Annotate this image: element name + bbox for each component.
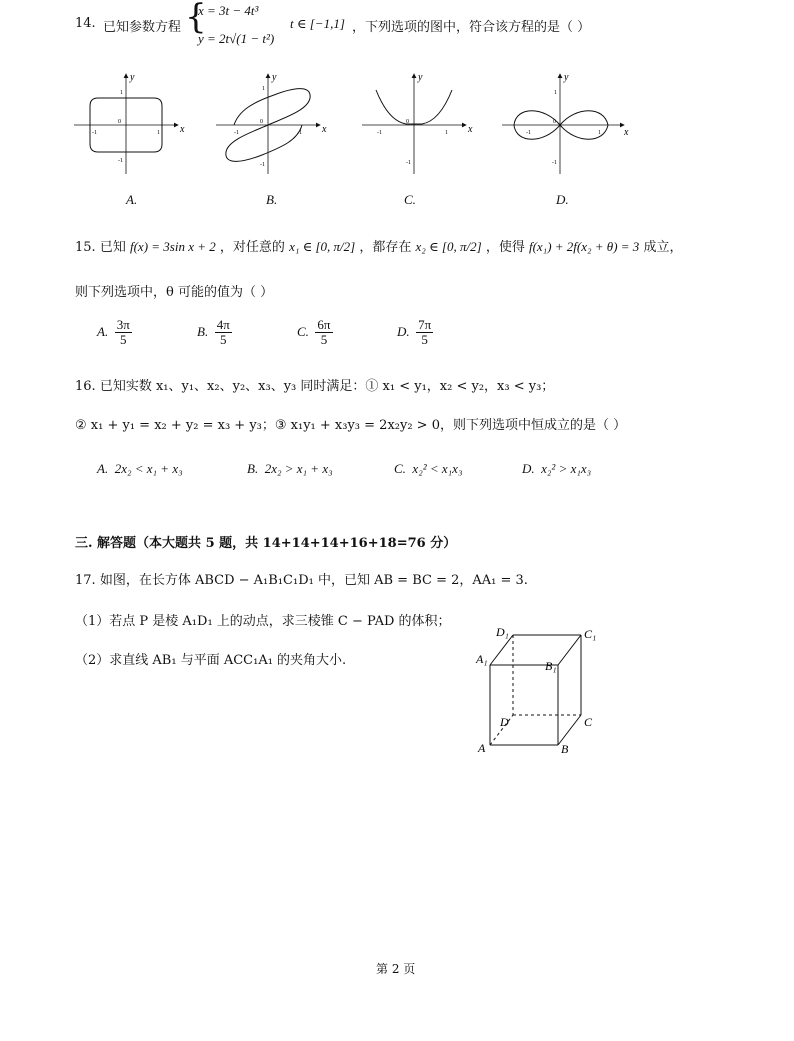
q15-option-a[interactable]: A. $\frac{3\pi}{5}$ — [97, 317, 130, 348]
q14-option-c[interactable]: C. — [404, 192, 416, 207]
svg-text:-1: -1 — [406, 160, 411, 166]
svg-text:1: 1 — [299, 130, 302, 136]
q17-cuboid-diagram — [470, 620, 610, 760]
label-D1: D₁ — [496, 625, 509, 639]
edge-A1D1 — [490, 635, 513, 665]
svg-text:-1: -1 — [377, 130, 382, 136]
q14-graph-a — [72, 70, 190, 175]
label-C: C — [584, 715, 593, 729]
q14-option-d[interactable]: D. — [556, 192, 569, 207]
edge-B1C1 — [558, 635, 581, 665]
svg-text:1: 1 — [120, 90, 123, 96]
svg-text:0: 0 — [260, 119, 263, 125]
svg-text:-1: -1 — [526, 130, 531, 136]
label-A1: A₁ — [476, 652, 488, 666]
svg-text:x: x — [624, 127, 629, 138]
q14-domain: t ∈ [−1,1] — [290, 16, 345, 31]
svg-text:-1: -1 — [92, 130, 97, 136]
svg-text:y: y — [418, 72, 423, 83]
svg-text:y: y — [564, 72, 569, 83]
q15-number: 15. — [75, 240, 96, 255]
svg-text:1: 1 — [445, 130, 448, 136]
q17-stem: 17. 如图，在长方体 ABCD − A₁B₁C₁D₁ 中，已知 AB = BC = 2，AA₁ = 3. — [75, 573, 528, 588]
q14-option-b[interactable]: B. — [266, 192, 278, 207]
label-B: B — [561, 742, 569, 756]
svg-text:1: 1 — [554, 90, 557, 96]
page-footer: 第 2 页 — [376, 962, 416, 976]
q15-x2-range: x₂ ∈ [0, π/2] — [415, 239, 482, 254]
x-label: x — [180, 124, 185, 135]
svg-text:x: x — [322, 124, 327, 135]
svg-text:1: 1 — [157, 130, 160, 136]
q14-graph-c — [360, 70, 478, 175]
label-A: A — [478, 741, 486, 755]
label-B1: B₁ — [545, 659, 557, 673]
q14-number: 14. — [75, 16, 96, 31]
q14-stem: 已知参数方程 — [103, 20, 182, 35]
svg-text:0: 0 — [553, 119, 556, 125]
q15-condition: f(x₁) + 2f(x₂ + θ) = 3 — [528, 239, 640, 254]
q16-number: 16. — [75, 379, 96, 394]
q15-line1: 15. 已知 f(x) = 3sin x + 2 ，对任意的 x₁ ∈ [0, π/2] ，都存在 x₂ ∈ [0, π/2] ，使得 f(x₁) + 2f(x₂ + θ) = 3 成立， — [75, 239, 683, 255]
svg-text:0: 0 — [406, 119, 409, 125]
q16-line2: ② x₁ + y₁ = x₂ + y₂ = x₃ + y₃；③ x₁y₁ + x₃y₃ = 2x₂y₂ > 0，则下列选项中恒成立的是（ ） — [75, 418, 627, 433]
section-heading: 三. 解答题（本大题共 5 题，共 14+14+14+16+18=76 分） — [75, 536, 457, 551]
edge-BC — [558, 715, 581, 745]
q14-graph-d — [500, 70, 630, 175]
q16-option-d[interactable]: D. x₂² > x₁x₃ — [522, 461, 592, 476]
label-D: D — [500, 715, 509, 729]
label-C1: C₁ — [584, 627, 597, 641]
q14-eq2: y = 2t√(1 − t²) — [198, 31, 275, 46]
svg-text:-1: -1 — [260, 162, 265, 168]
q15-option-d[interactable]: D. $\frac{7\pi}{5}$ — [397, 317, 432, 348]
q14-eq1: x = 3t − 4t³ — [198, 3, 259, 18]
q15-option-b[interactable]: B. $\frac{4\pi}{5}$ — [197, 317, 230, 348]
svg-text:1: 1 — [598, 130, 601, 136]
q14-option-a[interactable]: A. — [126, 192, 138, 207]
svg-text:-1: -1 — [234, 130, 239, 136]
q15-x1-range: x₁ ∈ [0, π/2] — [289, 239, 356, 254]
q16-option-c[interactable]: C. x₂² < x₁x₃ — [394, 461, 463, 476]
q15-option-c[interactable]: C. $\frac{6\pi}{5}$ — [297, 317, 331, 348]
q14-brace: { — [185, 0, 207, 37]
svg-text:0: 0 — [118, 119, 121, 125]
q16-option-a[interactable]: A. 2x₂ < x₁ + x₃ — [97, 461, 183, 476]
svg-text:-1: -1 — [118, 158, 123, 164]
y-label: y — [130, 72, 135, 83]
svg-text:x: x — [468, 124, 473, 135]
q17-number: 17. — [75, 573, 96, 588]
svg-text:-1: -1 — [552, 160, 557, 166]
q15-function: f(x) = 3sin x + 2 — [129, 239, 216, 254]
q17-part2: （2）求直线 AB₁ 与平面 ACC₁A₁ 的夹角大小. — [75, 653, 347, 668]
q14-rest: ，下列选项的图中，符合该方程的是（ ） — [352, 20, 591, 35]
svg-text:1: 1 — [262, 86, 265, 92]
q16-line1: 16. 已知实数 x₁、y₁、x₂、y₂、x₃、y₃ 同时满足：① x₁ < y₁，x₂ < y₂，x₃ < y₃； — [75, 379, 555, 394]
svg-text:y: y — [272, 72, 277, 83]
q15-line2: 则下列选项中，θ 可能的值为（ ） — [75, 285, 274, 300]
q17-part1: （1）若点 P 是棱 A₁D₁ 上的动点，求三棱锥 C − PAD 的体积； — [75, 614, 451, 629]
q16-option-b[interactable]: B. 2x₂ > x₁ + x₃ — [247, 461, 333, 476]
q14-graph-b — [214, 70, 332, 175]
